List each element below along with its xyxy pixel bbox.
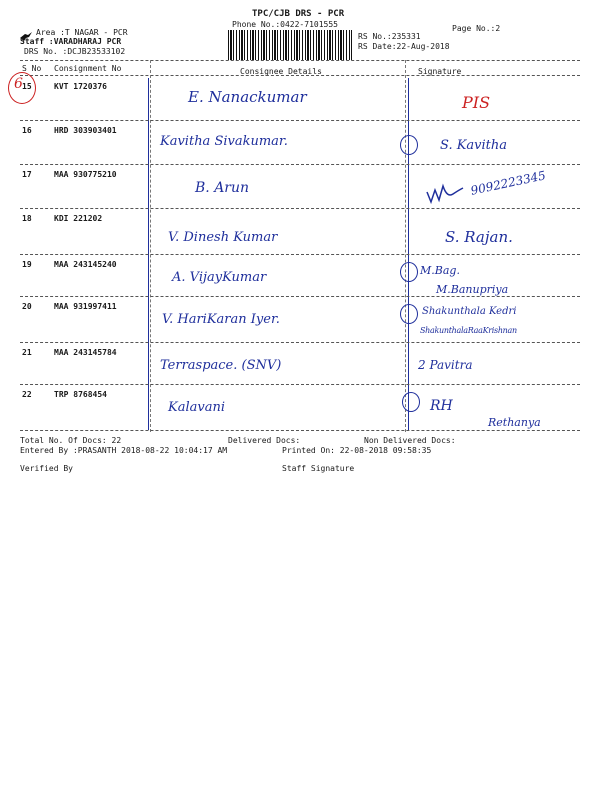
row-19-signature-line2: M.Banupriya [436, 283, 509, 296]
row-20-signature: Shakunthala Kedri [422, 306, 517, 317]
row-19-signature: M.Bag. [420, 264, 460, 277]
phone-number: Phone No.:0422-7101555 [232, 20, 338, 29]
total-docs: Total No. Of Docs: 22 [20, 436, 122, 445]
document-title: TPC/CJB DRS - PCR [252, 9, 345, 19]
entered-by: Entered By :PRASANTH 2018-08-22 10:04:17 AM [20, 446, 228, 455]
row-21-consignee: Terraspace. (SNV) [160, 358, 282, 373]
delivered-docs: Delivered Docs: [228, 436, 301, 445]
row-20-consignment: MAA 931997411 [54, 302, 117, 311]
row-21-signature: 2 Pavitra [418, 358, 473, 372]
row-18-consignee: V. Dinesh Kumar [168, 230, 278, 245]
row-16-signature: S. Kavitha [440, 138, 508, 153]
rs-number: RS No.:235331 [358, 32, 421, 41]
row-20-sig-circle [400, 304, 418, 324]
row-rule [20, 254, 580, 255]
row-19-sno: 19 [22, 260, 32, 269]
row-17-consignee: B. Arun [195, 180, 250, 196]
row-rule [20, 208, 580, 209]
row-rule [20, 296, 580, 297]
column-header-signature: Signature [418, 67, 462, 76]
row-22-sno: 22 [22, 390, 32, 399]
table-top-rule [20, 60, 580, 61]
area-label: Area :T NAGAR - PCR [36, 28, 128, 37]
row-16-consignment: HRD 303903401 [54, 126, 117, 135]
row-21-sno: 21 [22, 348, 32, 357]
row-18-consignment: KDI 221202 [54, 214, 103, 223]
row-rule [20, 164, 580, 165]
row-19-consignee: A. VijayKumar [172, 270, 267, 285]
row-17-sno: 17 [22, 170, 32, 179]
row-18-sno: 18 [22, 214, 32, 223]
rs-date: RS Date:22-Aug-2018 [358, 42, 450, 51]
bird-logo-icon [20, 27, 32, 37]
row-15-signature: PIS [462, 93, 491, 112]
row-22-signature-line2: Rethanya [488, 416, 541, 429]
row-rule [20, 342, 580, 343]
verified-by: Verified By [20, 464, 73, 473]
row-17-signature: 9092223345 [469, 168, 547, 198]
row-20-signature-line2: ShakunthalaRaaKrishnan [420, 326, 517, 335]
row-rule [20, 384, 580, 385]
row-16-sno: 16 [22, 126, 32, 135]
column-divider-right [405, 60, 406, 432]
row-22-consignment: TRP 8768454 [54, 390, 107, 399]
page-number: Page No.:2 [452, 24, 501, 33]
drs-number: DRS No. :DCJB23533102 [24, 47, 126, 56]
table-bottom-rule [20, 430, 580, 431]
row-22-sig-circle [402, 392, 420, 412]
column-header-consignment: Consignment No [54, 64, 122, 73]
row-15-consignment: KVT 1720376 [54, 82, 107, 91]
staff-signature: Staff Signature [282, 464, 355, 473]
row-16-consignee: Kavitha Sivakumar. [160, 134, 288, 149]
column-header-sno: S No [22, 64, 42, 73]
row-19-consignment: MAA 243145240 [54, 260, 117, 269]
row-22-signature: RH [430, 398, 453, 414]
column-divider-left [150, 60, 151, 432]
row-19-sig-circle [400, 262, 418, 282]
printed-on: Printed On: 22-08-2018 09:58:35 [282, 446, 432, 455]
non-delivered-docs: Non Delivered Docs: [364, 436, 456, 445]
column-header-consignee: Consignee Details [240, 67, 322, 76]
row-20-sno: 20 [22, 302, 32, 311]
header-bottom-rule [20, 75, 580, 76]
red-mark-number: 6 [14, 76, 23, 92]
row-20-consignee: V. HariKaran Iyer. [162, 312, 280, 327]
row-18-signature: S. Rajan. [445, 228, 513, 246]
row-rule [20, 120, 580, 121]
staff-label: Staff :VARADHARAJ PCR [20, 37, 122, 46]
row-17-signature-scribble [425, 182, 465, 206]
row-22-consignee: Kalavani [168, 400, 225, 415]
row-15-consignee: E. Nanackumar [188, 88, 307, 106]
row-15-sno: 15 [22, 82, 32, 91]
row-16-sig-circle [400, 135, 418, 155]
row-21-consignment: MAA 243145784 [54, 348, 117, 357]
barcode [228, 30, 352, 60]
row-17-consignment: MAA 930775210 [54, 170, 117, 179]
